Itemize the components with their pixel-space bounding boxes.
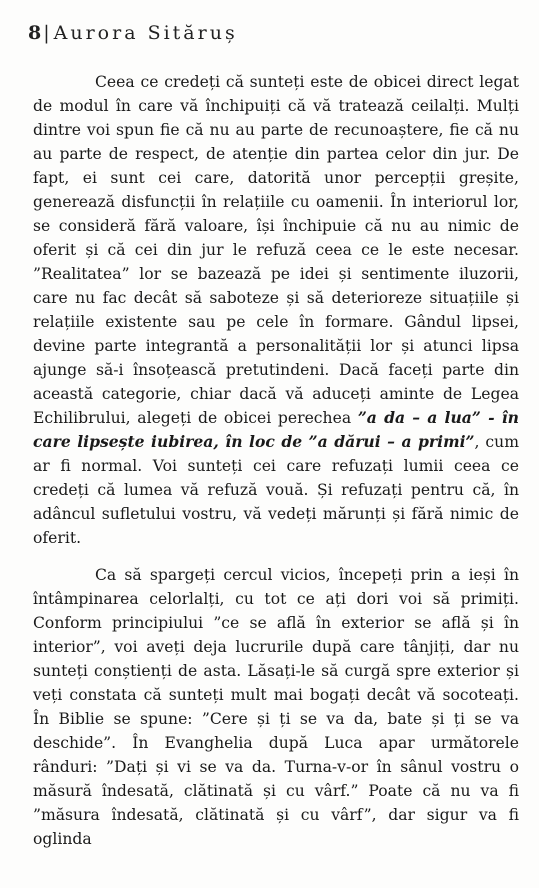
paragraph-1-text: Ceea ce credeți că sunteți este de obicei direct legat de modul în care vă închipuiți că vă tratează ceilalți. Mulți dintre voi spun fie că nu au parte de recunoaștere, fie că nu au parte de respect, de atenție din partea celor din jur. De fapt, ei sunt cei care, datorită unor percepții greșite, generează disfuncții în relațiile cu oamenii. În interiorul lor, se consideră fără valoare, își închipuie că nu au nimic de oferit și că cei din jur le refuză ceea ce le este necesar. ”Realitatea” lor se bazează pe idei și sentimente iluzorii, care nu fac decât să saboteze și să deterioreze situațiile și relațiile existente sau pe cele în formare. Gândul lipsei, devine parte integrantă a personalității lor și atunci lipsa ajunge să-i însoțească pretutindeni. Dacă faceți parte din această categorie, chiar dacă vă aduceți aminte de Legea Echilibrului, alegeți de obicei perechea [33, 73, 519, 427]
header-separator: | [43, 22, 50, 44]
paragraph-1 [33, 70, 519, 550]
body-text [33, 70, 519, 851]
page-number: 8 [28, 22, 42, 44]
running-header [28, 22, 238, 44]
paragraph-1-text-end: , cum ar fi normal. Voi sunteți cei care refuzați lumii ceea ce credeți că lumea vă refuză vouă. Și refuzați pentru că, în adâncul sufletului vostru, vă vedeți mărunți și fără nimic de oferit. [33, 433, 519, 547]
paragraph-2-text: Ca să spargeți cercul vicios, începeți prin a ieși în întâmpinarea celorlalți, cu tot ce ați dori voi să primiți. Conform principiului ”ce se află în exterior se află și în interior”, voi aveți deja lucrurile după care tânjiți, dar nu sunteți conștienți de asta. Lăsați-le să curgă spre exterior și veți constata că sunteți mult mai bogați decât vă socoteați. În Biblie se spune: ”Cere și ți se va da, bate și ți se va deschide”. În Evanghelia după Luca apar următorele rânduri: ”Dați și vi se va da. Turna-v-or în sânul vostru o măsură îndesată, clătinată și cu vârf.” Poate că nu va fi ”măsura îndesată, clătinată și cu vârf”, dar sigur va fi oglinda [33, 566, 519, 848]
emphasized-phrase: ”a da – a lua” - în care lipsește iubirea, în loc de ”a dărui – a primi” [33, 408, 519, 451]
paragraph-2 [33, 563, 519, 851]
author-name: Aurora Sităruș [53, 22, 238, 44]
